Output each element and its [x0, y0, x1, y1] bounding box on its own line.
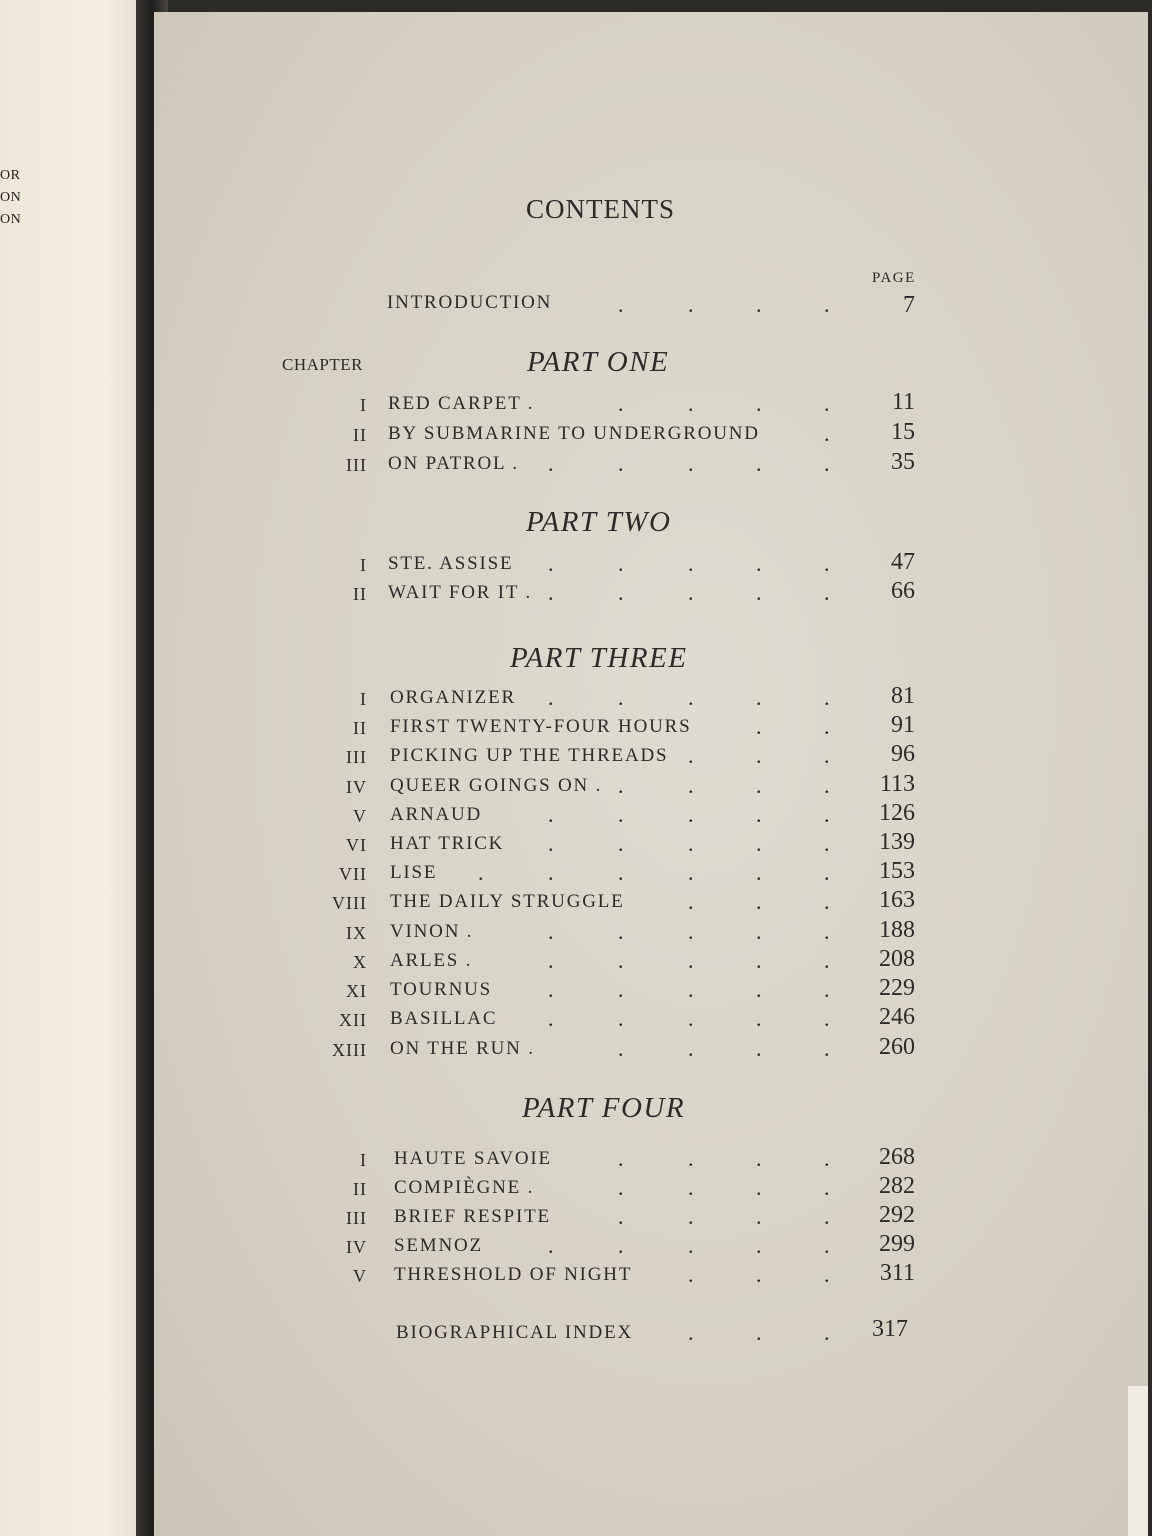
- part-heading: PART TWO: [526, 506, 672, 538]
- chapter-title: ON PATROL .: [388, 453, 519, 474]
- chapter-number: VI: [346, 835, 367, 855]
- introduction-page: 7: [903, 292, 915, 318]
- leader-dot: .: [824, 1233, 830, 1258]
- leader-dot: .: [824, 948, 830, 973]
- leader-dot: .: [688, 1204, 694, 1229]
- chapter-number: VIII: [332, 893, 367, 913]
- leader-dot: .: [688, 391, 694, 416]
- leader-dot: .: [618, 773, 624, 798]
- chapter-page: 15: [891, 419, 915, 445]
- chapter-title: HAT TRICK: [390, 833, 505, 854]
- leader-dot: .: [756, 977, 762, 1002]
- leader-dot: .: [824, 421, 830, 446]
- leader-dot: .: [548, 451, 554, 476]
- leader-dot: .: [688, 948, 694, 973]
- leader-dot: .: [618, 685, 624, 710]
- part-heading: PART FOUR: [522, 1092, 686, 1124]
- leader-dot: .: [824, 1146, 830, 1171]
- chapter-number: I: [360, 395, 367, 415]
- page-title: CONTENTS: [526, 194, 675, 224]
- leader-dot: .: [688, 831, 694, 856]
- leader-dot: .: [548, 919, 554, 944]
- chapter-number: II: [353, 1179, 367, 1199]
- leader-dot: .: [756, 714, 762, 739]
- leader-dot: .: [824, 1006, 830, 1031]
- chapter-number: II: [353, 584, 367, 604]
- chapter-title: BRIEF RESPITE: [394, 1206, 551, 1227]
- leader-dot: .: [824, 919, 830, 944]
- chapter-number: V: [353, 1266, 367, 1286]
- leader-dot: .: [618, 948, 624, 973]
- chapter-page: 311: [879, 1260, 915, 1286]
- leader-dot: .: [548, 802, 554, 827]
- leader-dot: .: [688, 919, 694, 944]
- table-edge: [1128, 1386, 1148, 1536]
- leader-dot: .: [756, 889, 762, 914]
- chapter-page: 163: [879, 887, 915, 913]
- leader-dot: .: [688, 451, 694, 476]
- leader-dot: .: [756, 292, 762, 317]
- leader-dot: .: [478, 860, 484, 885]
- chapter-title: LISE: [390, 862, 438, 883]
- leader-dot: .: [824, 1320, 830, 1345]
- leader-dot: .: [824, 714, 830, 739]
- leader-dot: .: [756, 860, 762, 885]
- leader-dot: .: [824, 1036, 830, 1061]
- leader-dot: .: [756, 451, 762, 476]
- leader-dot: .: [824, 685, 830, 710]
- leader-dot: .: [824, 1204, 830, 1229]
- leader-dot: .: [824, 391, 830, 416]
- leader-dot: .: [618, 802, 624, 827]
- leader-dot: .: [618, 831, 624, 856]
- leader-dot: .: [618, 580, 624, 605]
- leader-dot: .: [548, 685, 554, 710]
- leader-dot: .: [688, 580, 694, 605]
- chapter-title: ORGANIZER: [390, 687, 516, 708]
- chapter-number: I: [360, 689, 367, 709]
- leader-dot: .: [756, 948, 762, 973]
- leader-dot: .: [756, 773, 762, 798]
- chapter-page: 35: [891, 449, 915, 475]
- leader-dot: .: [756, 1175, 762, 1200]
- chapter-number: VII: [339, 864, 367, 884]
- leader-dot: .: [756, 1204, 762, 1229]
- leader-dot: .: [688, 1233, 694, 1258]
- chapter-column-label: CHAPTER: [282, 355, 363, 374]
- leader-dot: .: [548, 1233, 554, 1258]
- part-heading: PART THREE: [510, 642, 688, 674]
- leader-dot: .: [824, 773, 830, 798]
- chapter-title: QUEER GOINGS ON .: [390, 775, 603, 796]
- leader-dot: .: [688, 1175, 694, 1200]
- leader-dot: .: [824, 802, 830, 827]
- chapter-title: RED CARPET .: [388, 393, 535, 414]
- leader-dot: .: [824, 551, 830, 576]
- leader-dot: .: [618, 1006, 624, 1031]
- chapter-title: THRESHOLD OF NIGHT: [394, 1264, 633, 1285]
- chapter-number: X: [353, 952, 367, 972]
- leader-dot: .: [688, 743, 694, 768]
- leader-dot: .: [824, 743, 830, 768]
- leader-dot: .: [688, 1146, 694, 1171]
- leader-dot: .: [548, 831, 554, 856]
- leader-dot: .: [688, 685, 694, 710]
- chapter-title: FIRST TWENTY-FOUR HOURS: [390, 716, 692, 737]
- chapter-page: 91: [891, 712, 915, 738]
- leader-dot: .: [688, 551, 694, 576]
- leader-dot: .: [756, 685, 762, 710]
- chapter-page: 208: [879, 946, 915, 972]
- leader-dot: .: [618, 1233, 624, 1258]
- leader-dot: .: [824, 977, 830, 1002]
- chapter-page: 96: [891, 741, 915, 767]
- leader-dot: .: [756, 1146, 762, 1171]
- leader-dot: .: [824, 860, 830, 885]
- leader-dot: .: [548, 948, 554, 973]
- chapter-number: III: [346, 1208, 367, 1228]
- chapter-title: THE DAILY STRUGGLE: [390, 891, 625, 912]
- chapter-number: I: [360, 555, 367, 575]
- chapter-page: 47: [891, 549, 915, 575]
- leader-dot: .: [618, 551, 624, 576]
- index-title: BIOGRAPHICAL INDEX: [396, 1322, 633, 1343]
- chapter-title: WAIT FOR IT .: [388, 582, 533, 603]
- chapter-number: V: [353, 806, 367, 826]
- leader-dot: .: [688, 802, 694, 827]
- introduction-title: INTRODUCTION: [387, 292, 553, 313]
- leader-dot: .: [756, 1262, 762, 1287]
- chapter-number: XIII: [332, 1040, 367, 1060]
- leader-dot: .: [824, 580, 830, 605]
- leader-dot: .: [688, 292, 694, 317]
- chapter-number: XII: [339, 1010, 367, 1030]
- leader-dot: .: [824, 1175, 830, 1200]
- leader-dot: .: [756, 1233, 762, 1258]
- bleed-line: OR: [0, 168, 21, 183]
- bleed-line: ON: [0, 190, 22, 205]
- chapter-number: IV: [346, 1237, 367, 1257]
- chapter-title: VINON .: [390, 921, 474, 942]
- chapter-page: 268: [879, 1144, 915, 1170]
- chapter-page: 66: [891, 578, 915, 604]
- index-page: 317: [872, 1316, 908, 1342]
- chapter-page: 229: [879, 975, 915, 1001]
- chapter-title: ARLES .: [390, 950, 473, 971]
- left-page-bleed-text: [0, 165, 21, 231]
- leader-dot: .: [548, 860, 554, 885]
- part-heading: PART ONE: [527, 346, 670, 378]
- chapter-title: HAUTE SAVOIE: [394, 1148, 552, 1169]
- chapter-title: ARNAUD: [390, 804, 483, 825]
- leader-dot: .: [756, 831, 762, 856]
- page-column-label: PAGE: [872, 270, 916, 286]
- leader-dot: .: [824, 831, 830, 856]
- leader-dot: .: [824, 1262, 830, 1287]
- chapter-title: ON THE RUN .: [390, 1038, 535, 1059]
- leader-dot: .: [756, 743, 762, 768]
- chapter-page: 81: [891, 683, 915, 709]
- chapter-title: STE. ASSISE: [388, 553, 514, 574]
- leader-dot: .: [688, 1320, 694, 1345]
- leader-dot: .: [824, 889, 830, 914]
- chapter-page: 246: [879, 1004, 915, 1030]
- leader-dot: .: [688, 977, 694, 1002]
- chapter-title: BASILLAC: [390, 1008, 498, 1029]
- chapter-page: 292: [879, 1202, 915, 1228]
- leader-dot: .: [618, 860, 624, 885]
- left-page: [0, 0, 148, 1536]
- leader-dot: .: [756, 391, 762, 416]
- chapter-number: I: [360, 1150, 367, 1170]
- chapter-page: 260: [879, 1034, 915, 1060]
- chapter-page: 153: [879, 858, 915, 884]
- contents-page: [154, 12, 1148, 1536]
- chapter-page: 113: [879, 771, 915, 797]
- chapter-number: IV: [346, 777, 367, 797]
- chapter-page: 282: [879, 1173, 915, 1199]
- leader-dot: .: [618, 292, 624, 317]
- leader-dot: .: [756, 802, 762, 827]
- leader-dot: .: [618, 919, 624, 944]
- chapter-number: III: [346, 747, 367, 767]
- chapter-page: 11: [891, 389, 915, 415]
- chapter-page: 188: [879, 917, 915, 943]
- leader-dot: .: [618, 1036, 624, 1061]
- chapter-page: 299: [879, 1231, 915, 1257]
- chapter-title: COMPIÈGNE .: [394, 1177, 535, 1198]
- bleed-line: ON: [0, 212, 22, 227]
- leader-dot: .: [618, 1204, 624, 1229]
- leader-dot: .: [618, 977, 624, 1002]
- leader-dot: .: [824, 292, 830, 317]
- leader-dot: .: [756, 1006, 762, 1031]
- chapter-title: BY SUBMARINE TO UNDERGROUND: [388, 423, 760, 444]
- chapter-title: TOURNUS: [390, 979, 492, 1000]
- chapter-number: IX: [346, 923, 367, 943]
- leader-dot: .: [618, 1175, 624, 1200]
- leader-dot: .: [688, 1006, 694, 1031]
- chapter-number: II: [353, 718, 367, 738]
- leader-dot: .: [618, 451, 624, 476]
- leader-dot: .: [548, 551, 554, 576]
- leader-dot: .: [688, 773, 694, 798]
- leader-dot: .: [618, 391, 624, 416]
- leader-dot: .: [548, 1006, 554, 1031]
- leader-dot: .: [756, 580, 762, 605]
- leader-dot: .: [548, 580, 554, 605]
- leader-dot: .: [688, 1036, 694, 1061]
- leader-dot: .: [756, 1320, 762, 1345]
- chapter-title: SEMNOZ: [394, 1235, 483, 1256]
- leader-dot: .: [756, 551, 762, 576]
- chapter-number: II: [353, 425, 367, 445]
- chapter-number: III: [346, 455, 367, 475]
- leader-dot: .: [618, 1146, 624, 1171]
- chapter-number: XI: [346, 981, 367, 1001]
- chapter-page: 126: [879, 800, 915, 826]
- leader-dot: .: [688, 1262, 694, 1287]
- leader-dot: .: [688, 860, 694, 885]
- chapter-page: 139: [879, 829, 915, 855]
- leader-dot: .: [756, 919, 762, 944]
- leader-dot: .: [688, 889, 694, 914]
- chapter-title: PICKING UP THE THREADS: [390, 745, 669, 766]
- leader-dot: .: [824, 451, 830, 476]
- leader-dot: .: [756, 1036, 762, 1061]
- leader-dot: .: [548, 977, 554, 1002]
